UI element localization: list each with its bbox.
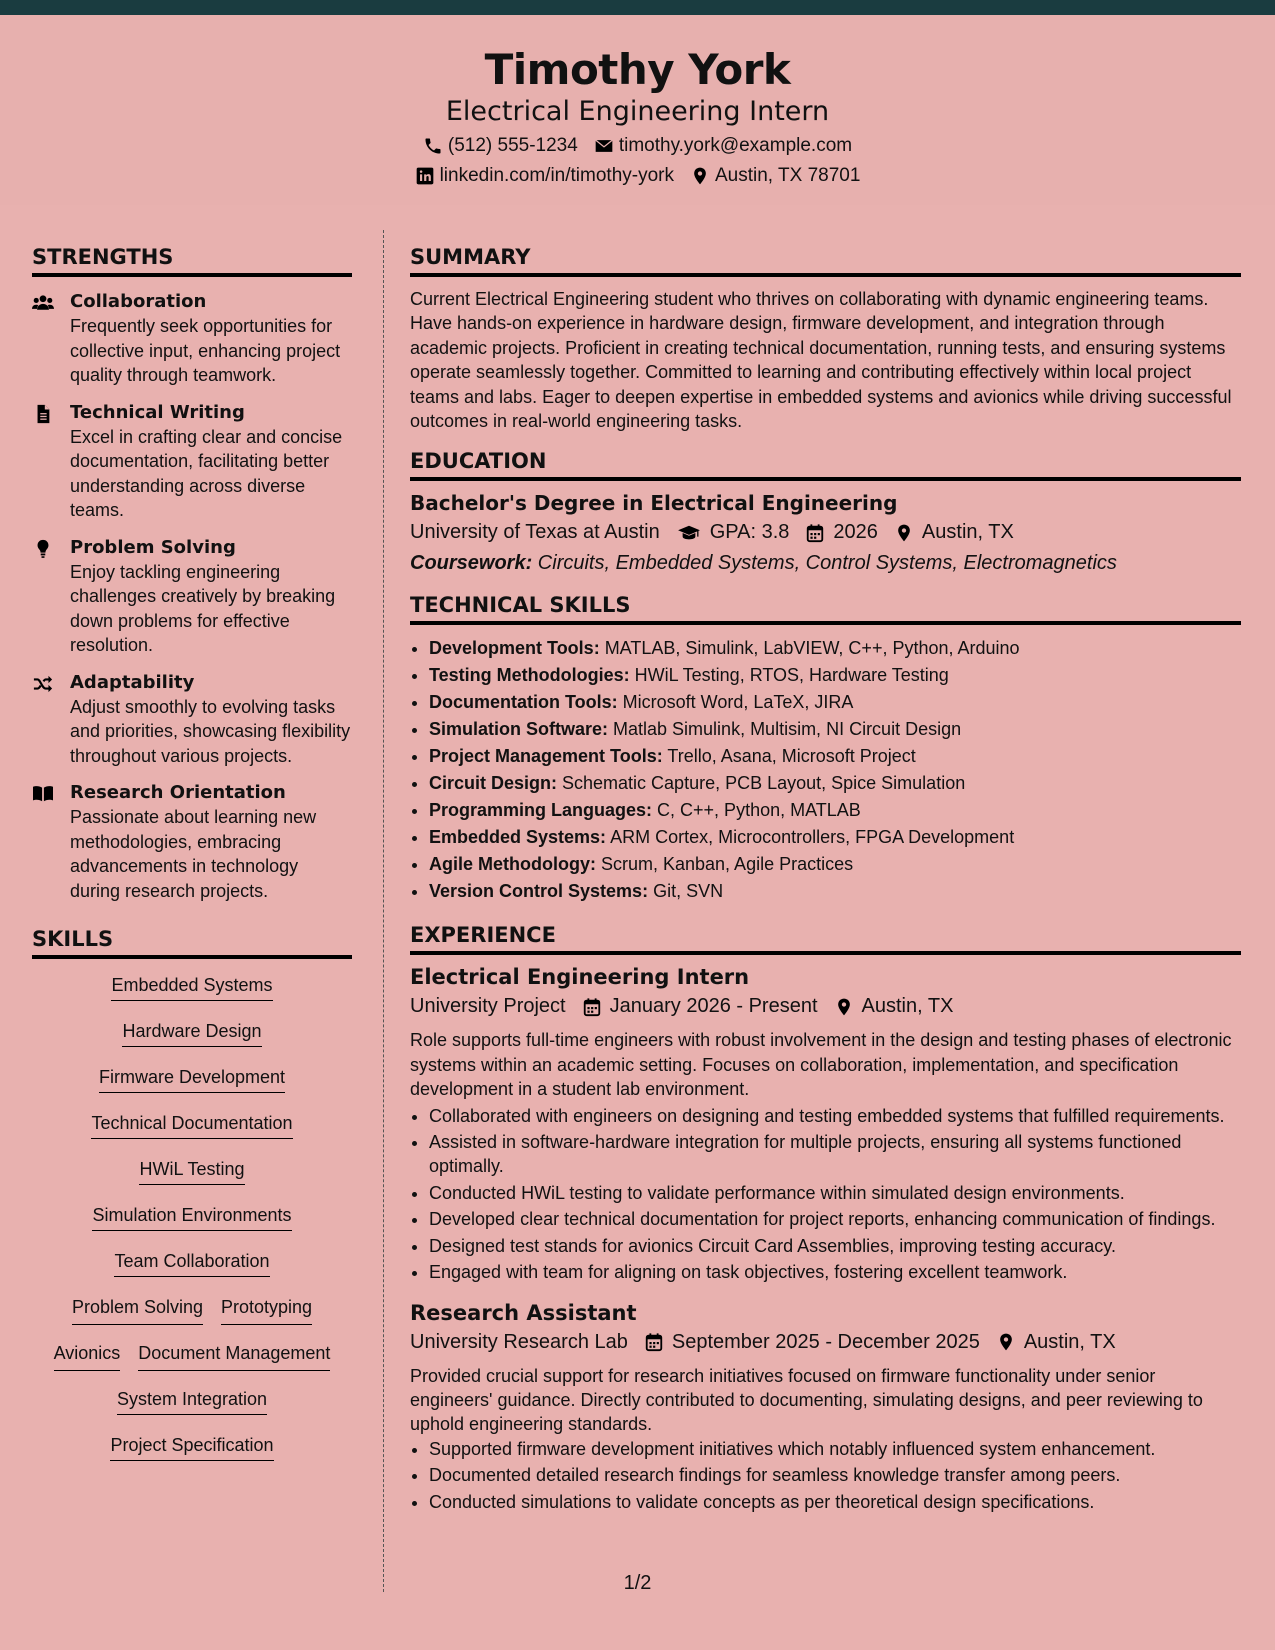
list-item: • Designed test stands for avionics Circuit Card Assemblies, improving testing accuracy. <box>429 1234 1241 1258</box>
skill-tag: Avionics <box>54 1343 121 1371</box>
book-icon <box>32 784 54 804</box>
education-meta <box>410 521 1241 544</box>
skill-category: Programming Languages: <box>429 800 653 821</box>
job-meta <box>410 1331 1241 1354</box>
gpa-item <box>676 521 790 544</box>
skill-values: ARM Cortex, Microcontrollers, FPGA Development <box>606 827 1015 848</box>
edu-location: Austin, TX <box>921 521 1014 544</box>
skill-tag: Team Collaboration <box>114 1251 269 1277</box>
users-icon <box>32 293 54 313</box>
job-title: Research Assistant <box>410 1300 637 1325</box>
strength-item <box>32 672 352 769</box>
skill-category: Version Control Systems: <box>429 881 649 902</box>
job-title: Electrical Engineering Intern <box>410 965 750 990</box>
strength-desc: Enjoy tackling engineering challenges creatively by breaking down problems for effective resolution. <box>70 561 336 655</box>
candidate-title: Electrical Engineering Intern <box>445 96 830 127</box>
org-name: University Project <box>410 995 566 1018</box>
strength-item <box>32 402 352 523</box>
education-heading: EDUCATION <box>410 449 1241 481</box>
skill-category: Simulation Software: <box>429 719 609 740</box>
strengths-heading: STRENGTHS <box>32 245 352 277</box>
job-meta <box>410 995 1241 1018</box>
skill-category: Documentation Tools: <box>429 692 618 713</box>
skill-values: MATLAB, Simulink, LabVIEW, C++, Python, Arduino <box>599 638 1020 659</box>
phone-icon <box>423 136 443 156</box>
skill-tag: Technical Documentation <box>91 1113 292 1139</box>
summary-heading: SUMMARY <box>410 245 1241 277</box>
strength-desc: Frequently seek opportunities for collective input, enhancing project quality through teamwork. <box>70 316 341 385</box>
skill-tag: Hardware Design <box>122 1021 261 1047</box>
strength-title: Technical Writing <box>70 401 245 423</box>
calendar-icon <box>644 1332 664 1352</box>
school-name: University of Texas at Austin <box>410 521 660 544</box>
school-item <box>410 521 660 544</box>
strength-item <box>32 782 352 903</box>
list-item <box>429 662 1241 689</box>
graduation-cap-icon <box>676 523 702 543</box>
envelope-icon <box>594 136 614 156</box>
calendar-icon <box>805 523 825 543</box>
strength-desc: Excel in crafting clear and concise documentation, facilitating better understanding across diverse teams. <box>70 426 343 520</box>
graduation-year: 2026 <box>833 521 878 544</box>
shuffle-icon <box>32 674 54 694</box>
job-location-item <box>834 995 954 1018</box>
job-location: Austin, TX <box>861 995 954 1018</box>
org-item <box>410 1331 628 1354</box>
map-pin-icon <box>834 997 854 1017</box>
job-dates: September 2025 - December 2025 <box>671 1330 980 1353</box>
strength-item <box>32 537 352 658</box>
job-description: Provided crucial support for research initiatives focused on firmware functionality under senior engineers' guidance. Directly contributed to documenting, simulating designs, and peer reviewing to uphold engineering standards. <box>410 1365 1203 1435</box>
strength-desc: Adjust smoothly to evolving tasks and priorities, showcasing flexibility throughout various projects. <box>70 696 351 766</box>
skill-values: HWiL Testing, RTOS, Hardware Testing <box>629 665 949 686</box>
experience-heading: EXPERIENCE <box>410 923 1241 955</box>
list-item <box>429 878 1241 905</box>
skill-values: C, C++, Python, MATLAB <box>652 800 861 821</box>
top-accent-bar <box>0 0 1275 15</box>
job-bullets <box>429 1437 1241 1514</box>
job-bullets <box>429 1104 1241 1285</box>
skill-category: Agile Methodology: <box>429 854 596 875</box>
skill-values: Schematic Capture, PCB Layout, Spice Simulation <box>557 773 966 794</box>
calendar-icon <box>582 997 602 1017</box>
list-item <box>429 743 1241 770</box>
skill-values: Microsoft Word, LaTeX, JIRA <box>617 692 854 713</box>
strength-title: Collaboration <box>70 291 207 312</box>
map-pin-icon <box>690 166 710 186</box>
left-column <box>32 245 352 1481</box>
skill-tag: HWiL Testing <box>139 1159 244 1185</box>
org-item <box>410 995 566 1018</box>
year-item <box>805 521 878 544</box>
email-item[interactable] <box>594 135 852 157</box>
right-column <box>410 245 1241 1528</box>
coursework <box>410 552 1241 575</box>
skill-values: Scrum, Kanban, Agile Practices <box>595 854 854 875</box>
linkedin-icon <box>415 166 435 186</box>
location-text: Austin, TX 78701 <box>715 165 861 186</box>
resume-header <box>0 15 1275 205</box>
phone-item <box>423 135 578 157</box>
list-item: • Developed clear technical documentation for project reports, enhancing communication of findings. <box>429 1207 1241 1231</box>
strength-title: Adaptability <box>70 671 195 693</box>
dates-item <box>582 995 818 1018</box>
job-entry <box>410 965 1241 1284</box>
location-item <box>690 165 860 187</box>
strength-item <box>32 291 352 388</box>
page-indicator: 1/2 <box>623 1572 652 1594</box>
list-item: • Engaged with team for aligning on task objectives, fostering excellent teamwork. <box>429 1260 1241 1284</box>
list-item <box>429 770 1241 797</box>
summary-text: Current Electrical Engineering student who thrives on collaborating with dynamic engineering teams. Have hands-on experience in hardware design, firmware development, and integration through academic projects. Proficient in creating technical documentation, running tests, and ensuring systems operate seamlessly together. Committed to learning and contributing effectively within local project teams and labs. Eager to deepen expertise in embedded systems and avionics while driving successful outcomes in real-world engineering tasks. <box>410 289 1232 432</box>
skills-heading: SKILLS <box>32 927 352 959</box>
list-item: • Collaborated with engineers on designing and testing embedded systems that fulfilled requirements. <box>429 1104 1241 1128</box>
skill-tag: Simulation Environments <box>92 1205 291 1231</box>
skill-tag: Embedded Systems <box>111 975 272 1001</box>
skill-category: Circuit Design: <box>429 773 558 794</box>
list-item: • Assisted in software-hardware integration for multiple projects, ensuring all systems functioned optimally. <box>429 1130 1241 1179</box>
skill-tag: Document Management <box>138 1343 330 1371</box>
job-description: Role supports full-time engineers with robust involvement in the design and testing phases of electronic systems within an academic setting. Focuses on collaboration, implementation, and specification development in a student lab environment. <box>410 1030 1232 1100</box>
job-dates: January 2026 - Present <box>609 995 818 1018</box>
skill-category: Development Tools: <box>429 638 600 659</box>
list-item <box>429 797 1241 824</box>
skill-values: Matlab Simulink, Multisim, NI Circuit Design <box>608 719 962 740</box>
contact-row-2 <box>0 165 1275 187</box>
dates-item <box>644 1331 980 1354</box>
strengths-list <box>32 291 352 903</box>
document-icon <box>32 404 54 424</box>
strength-title: Research Orientation <box>70 782 286 803</box>
degree-title: Bachelor's Degree in Electrical Engineering <box>410 491 898 516</box>
coursework-list: Circuits, Embedded Systems, Control Systems, Electromagnetics <box>532 552 1117 575</box>
skill-tag: Problem Solving <box>72 1297 203 1325</box>
job-location: Austin, TX <box>1023 1330 1116 1353</box>
skill-tag: Firmware Development <box>99 1067 285 1093</box>
skill-values: Git, SVN <box>648 881 724 902</box>
coursework-label: Coursework: <box>410 552 533 575</box>
list-item: • Conducted HWiL testing to validate performance within simulated design environments. <box>429 1181 1241 1205</box>
lightbulb-icon <box>32 539 54 559</box>
candidate-name: Timothy York <box>484 45 791 94</box>
strength-title: Problem Solving <box>70 536 236 558</box>
phone-text: (512) 555-1234 <box>447 135 578 156</box>
skill-tag: Prototyping <box>221 1297 312 1325</box>
list-item: • Supported firmware development initiatives which notably influenced system enhancement. <box>429 1437 1241 1461</box>
technical-skills-heading: TECHNICAL SKILLS <box>410 593 1241 625</box>
linkedin-item[interactable] <box>415 165 674 187</box>
contact-row-1 <box>0 135 1275 157</box>
skill-values: Trello, Asana, Microsoft Project <box>662 746 916 767</box>
gpa-text: GPA: 3.8 <box>709 521 790 544</box>
job-location-item <box>996 1331 1116 1354</box>
org-name: University Research Lab <box>410 1330 628 1353</box>
list-item <box>429 851 1241 878</box>
list-item <box>429 716 1241 743</box>
strength-desc: Passionate about learning new methodologies, embracing advancements in technology during research projects. <box>70 807 317 901</box>
email-text[interactable]: timothy.york@example.com <box>618 135 853 156</box>
skill-category: Project Management Tools: <box>429 746 663 767</box>
linkedin-text[interactable]: linkedin.com/in/timothy-york <box>439 165 674 186</box>
list-item <box>429 689 1241 716</box>
edu-location-item <box>894 521 1014 544</box>
map-pin-icon <box>894 523 914 543</box>
skill-tag: System Integration <box>117 1389 267 1415</box>
skill-category: Embedded Systems: <box>429 827 607 848</box>
skill-tag: Project Specification <box>110 1435 273 1461</box>
technical-skills-list <box>429 635 1241 905</box>
list-item: • Conducted simulations to validate concepts as per theoretical design specifications. <box>429 1490 1241 1514</box>
list-item <box>429 635 1241 662</box>
list-item: • Documented detailed research findings for seamless knowledge transfer among peers. <box>429 1463 1241 1487</box>
column-divider <box>383 230 384 1592</box>
list-item <box>429 824 1241 851</box>
map-pin-icon <box>996 1332 1016 1352</box>
skills-tags <box>32 975 352 1481</box>
skill-category: Testing Methodologies: <box>429 665 630 686</box>
job-entry <box>410 1301 1241 1514</box>
